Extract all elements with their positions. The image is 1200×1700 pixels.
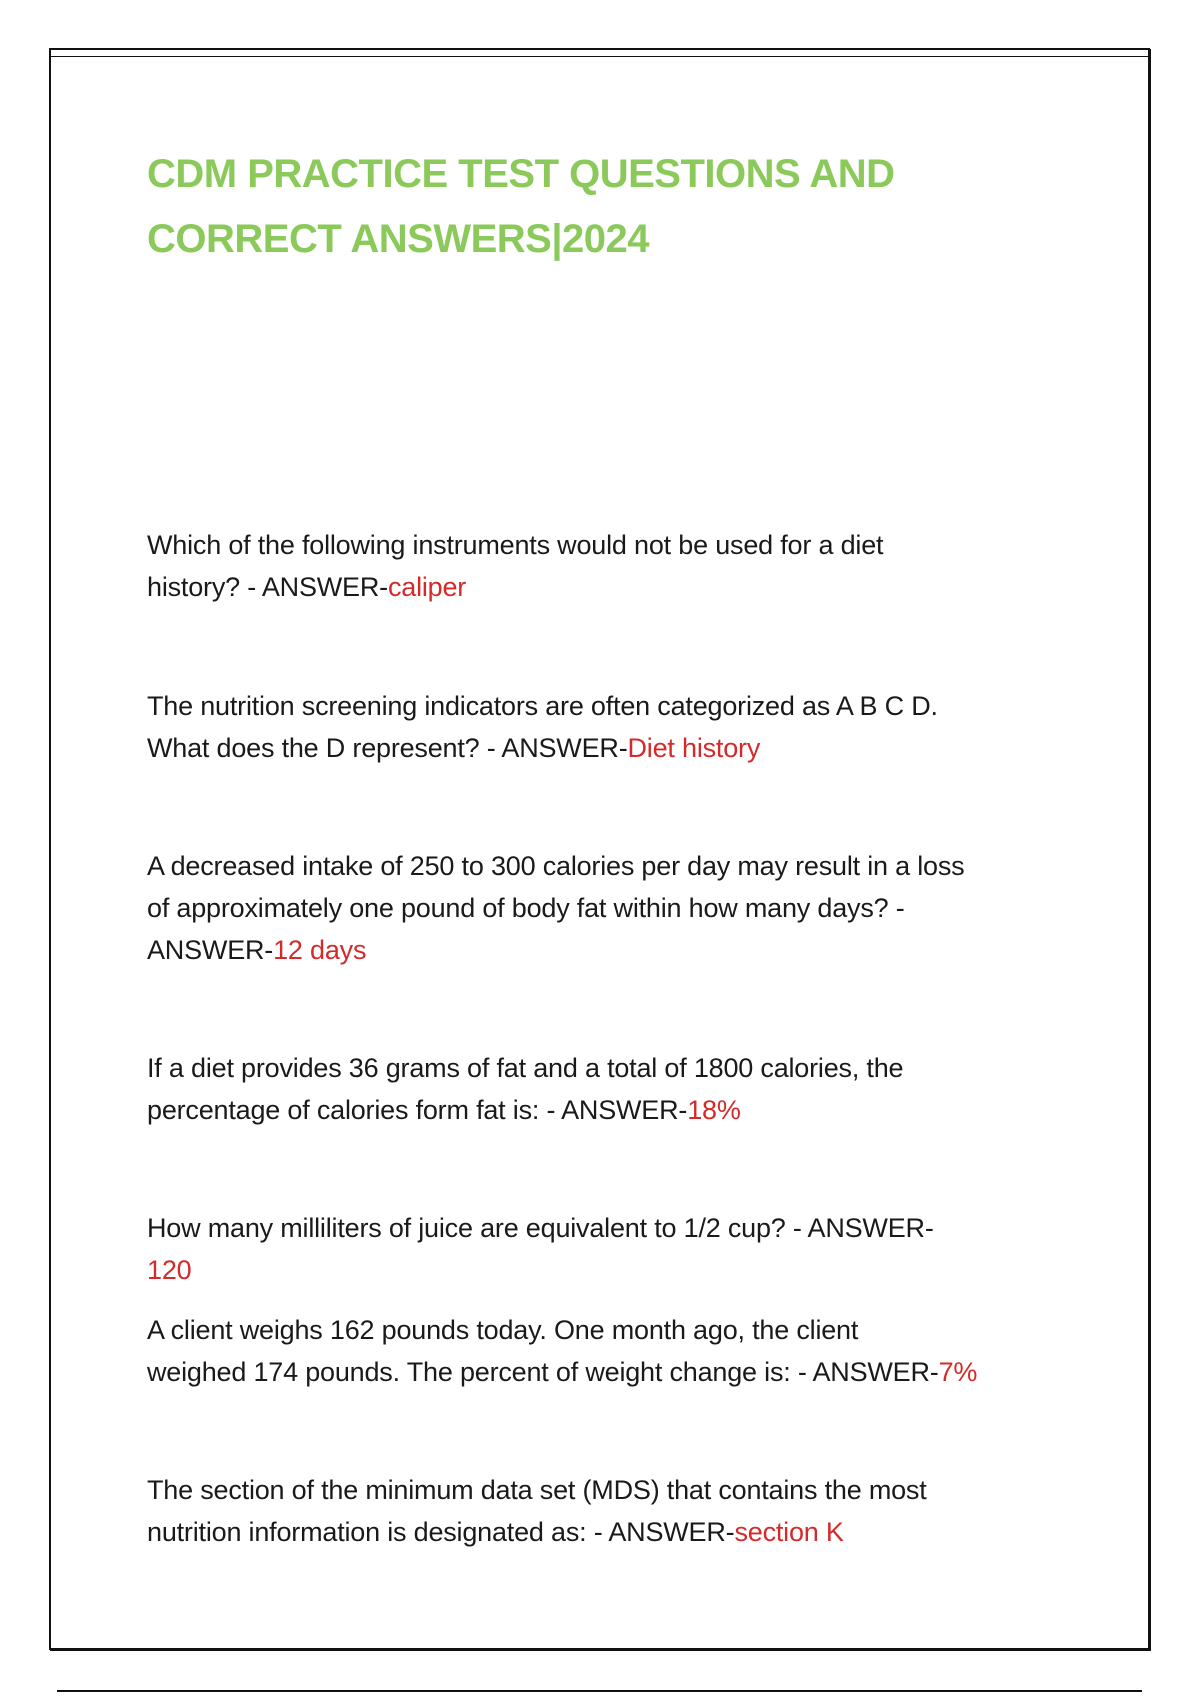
- question-text: history? - ANSWER-: [147, 572, 388, 602]
- question-text: of approximately one pound of body fat within how many days? -: [147, 893, 905, 923]
- qa-item-4: [147, 1047, 1087, 1131]
- question-text: A client weighs 162 pounds today. One month ago, the client: [147, 1315, 859, 1345]
- question-text: What does the D represent? - ANSWER-: [147, 733, 628, 763]
- question-text: The nutrition screening indicators are often categorized as A B C D.: [147, 691, 938, 721]
- qa-item-2: [147, 685, 1087, 769]
- answer-text: 18%: [687, 1095, 741, 1125]
- answer-text: 120: [147, 1255, 192, 1285]
- answer-text: Diet history: [627, 733, 761, 763]
- next-page-edge: [57, 1690, 1142, 1692]
- question-text: percentage of calories form fat is: - ANSWER-: [147, 1095, 688, 1125]
- question-text: The section of the minimum data set (MDS) that contains the most: [147, 1475, 927, 1505]
- question-text: Which of the following instruments would not be used for a diet: [147, 530, 884, 560]
- answer-text: 12 days: [273, 935, 367, 965]
- qa-item-6: [147, 1309, 1087, 1393]
- question-text: A decreased intake of 250 to 300 calories per day may result in a loss: [147, 851, 965, 881]
- qa-item-5: [147, 1207, 1087, 1291]
- question-text: If a diet provides 36 grams of fat and a total of 1800 calories, the: [147, 1053, 904, 1083]
- answer-text: section K: [734, 1517, 844, 1547]
- question-text: How many milliliters of juice are equivalent to 1/2 cup? - ANSWER-: [147, 1213, 934, 1243]
- answer-text: 7%: [938, 1357, 978, 1387]
- question-text: weighed 174 pounds. The percent of weight change is: - ANSWER-: [147, 1357, 939, 1387]
- qa-item-7: [147, 1469, 1087, 1553]
- title-line-2: CORRECT ANSWERS|2024: [147, 217, 650, 261]
- question-text: ANSWER-: [147, 935, 274, 965]
- answer-text: caliper: [387, 572, 467, 602]
- document-title: [147, 142, 1047, 272]
- frame-inner-line: [51, 56, 1148, 57]
- qa-item-3: [147, 845, 1087, 971]
- qa-item-1: [147, 524, 1087, 608]
- document-page: [49, 48, 1150, 1650]
- question-text: nutrition information is designated as: - ANSWER-: [147, 1517, 735, 1547]
- title-line-1: CDM PRACTICE TEST QUESTIONS AND: [147, 152, 895, 196]
